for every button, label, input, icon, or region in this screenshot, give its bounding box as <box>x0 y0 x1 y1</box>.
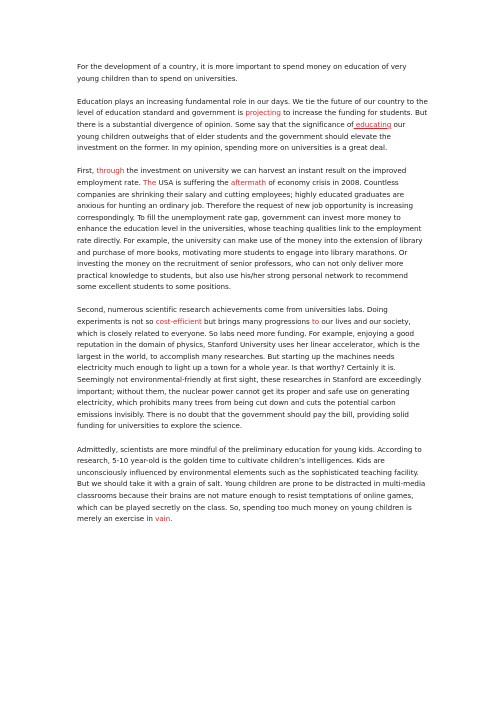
document-body <box>77 96 429 525</box>
body-paragraph <box>77 165 429 293</box>
paragraph-text: Admittedly, scientists are more mindful of the preliminary education for young kids. According to research, 5-10 year-old is the golden time to cultivate children’s intelligences. Kids are unconsciously influenced by environmental elements such as the sophisticated teaching facility. But we should take it with a grain of salt. Young children are prone to be distracted in multi-media classrooms because their brains are not mature enough to resist temptations of online games, which can be played secretly on the class. So, spending too much money on young children is merely an exercise in <box>77 444 426 524</box>
paragraph-text: our young children outweighs that of elder students and the government should elevate the investment on the former. In my opinion, spending more on universities is a great deal. <box>77 119 406 153</box>
highlighted-word: vain <box>155 514 171 524</box>
highlighted-word: cost-efficient <box>155 317 202 327</box>
paragraph-text: the investment on university we can harvest an instant result on the improved employment rate. <box>77 166 407 187</box>
paragraph-text: our lives and our society, which is closely related to everyone. So labs need more funding. For example, enjoying a good reputation in the domain of physics, Stanford University uses her linear accelerator, which is the largest in the world, to accomplish many researches. But starting up the machines needs electricity much enough to light up a town for a whole year. Is that worthy? Certainly it is. Seemingly not environmental-friendly at first sight, these researches in Stanford are exceedingly important; without them, the nuclear power cannot get its proper and safe use on generating electricity, which prohibits many trees from being cut down and cuts the potential carbon emissions invisibly. There is no doubt that the government should pay the bill, providing solid funding for universities to explore the science. <box>77 317 422 431</box>
paragraph-text: Second, numerous scientific research achievements come from universities labs. Doing experiments is not so <box>77 305 388 327</box>
paragraph-text: but brings many progressions <box>201 317 312 327</box>
body-paragraph <box>77 444 429 525</box>
body-paragraph <box>77 96 429 154</box>
paragraph-text: First, <box>77 166 97 176</box>
highlighted-word: aftermath <box>230 177 267 187</box>
body-paragraph <box>77 304 429 432</box>
highlighted-word: The <box>143 177 157 187</box>
underlined-word: educating <box>353 119 392 129</box>
highlighted-word: through <box>96 166 125 176</box>
paragraph-text: . <box>170 514 173 524</box>
highlighted-word: to <box>311 317 320 327</box>
document-page <box>77 61 429 536</box>
paragraph-text: Education plays an increasing fundamental role in our days. We tie the future of our country to the level of education standard and government is <box>77 96 428 118</box>
paragraph-text: USA is suffering the <box>156 177 231 187</box>
document-title: For the development of a country, it is more important to spend money on education of very young children than to spend on universities. <box>77 62 407 83</box>
highlighted-word: projecting <box>245 108 281 118</box>
paragraph-text: of economy crisis in 2008. Countless companies are shrinking their salary and cutting employees; highly educated graduates are anxious for hunting an ordinary job. Therefore the request of new job opportunity is increasing correspondingly. To fill the unemployment rate gap, government can invest more money to enhance the education level in the universities, whose teaching qualities link to the employment rate directly. For example, the university can make use of the money into the extension of library and purchase of more books, motivating more students to engage into library marathons. Or investing the money on the recruitment of senior professors, who can not only deliver more practical knowledge to students, but also use his/her strong personal network to recommend some excellent students to some positions. <box>77 177 423 292</box>
paragraph-text: to increase the funding for students. But there is a substantial divergence of opinion. Some say that the significance of <box>77 108 428 129</box>
